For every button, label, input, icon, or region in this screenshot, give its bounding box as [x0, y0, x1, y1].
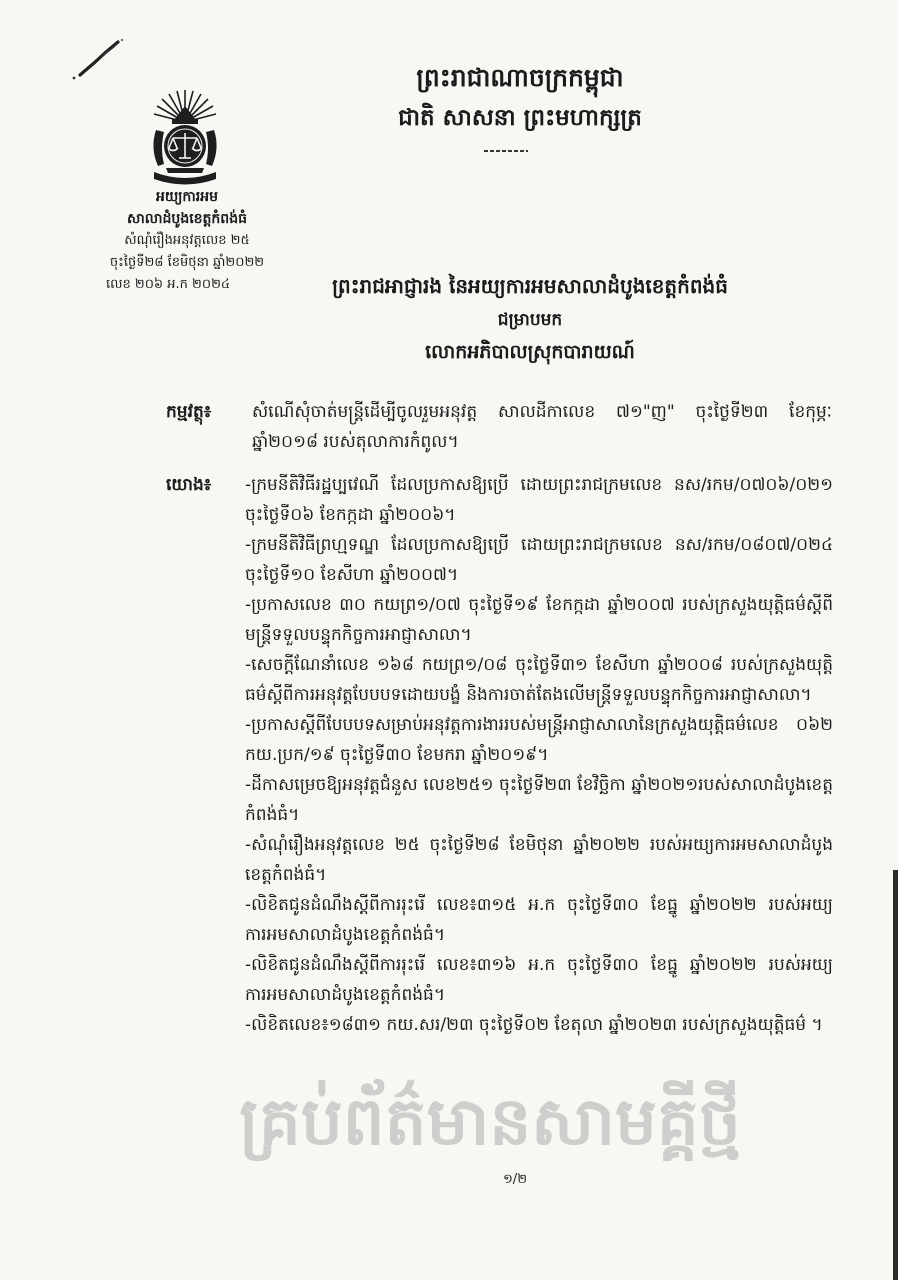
scan-edge-shadow [893, 870, 898, 1280]
case-reference: សំណុំរឿងអនុវត្តលេខ ២៥ [124, 233, 250, 248]
reference-item: -ប្រកាសស្តីពីបែបបទសម្រាប់អនុវត្តការងាររបស់មន្ត្រីអាជ្ញាសាលានៃក្រសួងយុត្តិធម៌លេខ ០៦២ កយ.ប្រក/១៩ ចុះថ្ងៃទី៣០ ខែមករា ឆ្នាំ២០១៩។ [245, 715, 833, 765]
header-ornament [484, 148, 528, 154]
reference-item: -ក្រមនីតិវិធីរដ្ឋប្បវេណី ដែលប្រកាសឱ្យប្រើ ដោយព្រះរាជក្រមលេខ នស/រកម/០៧០៦/០២១ ចុះថ្ងៃទី០៦ ខែកក្កដា ឆ្នាំ២០០៦។ [245, 475, 833, 525]
court-emblem-icon [146, 86, 224, 190]
recipient: លោកអភិបាលស្រុកបារាយណ៍ [425, 341, 635, 363]
reference-item: -លិខិតជូនដំណឹងស្តីពីការរុះរើ លេខ៖៣១៥ អ.ក ចុះថ្ងៃទី៣០ ខែធ្នូ ឆ្នាំ២០២២ របស់អយ្យការអមសាលាដំបូងខេត្តកំពង់ធំ។ [245, 895, 833, 945]
reference-item: -ប្រកាសលេខ ៣០ កយព្រ១/០៧ ចុះថ្ងៃទី១៩ ខែកក្កដា ឆ្នាំ២០០៧ របស់ក្រសួងយុត្តិធម៌ស្តីពីមន្ត្រីទទួលបន្ទុកកិច្ចការអាជ្ញាសាលា។ [245, 595, 833, 645]
office-name: អយ្យការអម [156, 189, 218, 205]
sender-title: ព្រះរាជអាជ្ញារង នៃអយ្យការអមសាលាដំបូងខេត្តកំពង់ធំ [332, 274, 728, 298]
court-name: សាលាដំបូងខេត្តកំពង់ធំ [127, 211, 247, 227]
reference-item: -លិខិតលេខ៖១៨៣១ កយ.សរ/២៣ ចុះថ្ងៃទី០២ ខែតុលា ឆ្នាំ២០២៣ របស់ក្រសួងយុត្តិធម៌ ។ [245, 1015, 823, 1035]
reference-item: -ក្រមនីតិវិធីព្រហ្មទណ្ឌ ដែលប្រកាសឱ្យប្រើ ដោយព្រះរាជក្រមលេខ នស/រកម/០៨០៧/០២៤ ចុះថ្ងៃទី១០ ខែសីហា ឆ្នាំ២០០៧។ [245, 535, 833, 585]
subject-label: កម្មវត្ថុ៖ [166, 402, 212, 422]
reference-item: -លិខិតជូនដំណឹងស្តីពីការរុះរើ លេខ៖៣១៦ អ.ក ចុះថ្ងៃទី៣០ ខែធ្នូ ឆ្នាំ២០២២ របស់អយ្យការអមសាលាដំបូងខេត្តកំពង់ធំ។ [245, 955, 833, 1005]
kingdom-heading: ព្រះរាជាណាចក្រកម្ពុជា [416, 63, 624, 92]
references-list [245, 470, 833, 1040]
greeting: ជម្រាបមក [497, 310, 563, 330]
reference-item: -សំណុំរឿងអនុវត្តលេខ ២៥ ចុះថ្ងៃទី២៨ ខែមិថុនា ឆ្នាំ២០២២ របស់អយ្យការអមសាលាដំបូងខេត្តកំពង់ធំ។ [245, 835, 833, 885]
reference-item: -សេចក្តីណែនាំលេខ ១៦៨ កយព្រ១/០៨ ចុះថ្ងៃទី៣១ ខែសីហា ឆ្នាំ២០០៨ របស់ក្រសួងយុត្តិធម៌ស្តីពីការអនុវត្តបែបបទដោយបង្ខំ និងការចាត់តែងលើមន្ត្រីទទួលបន្ទុកកិច្ចការអាជ្ញាសាលា។ [245, 655, 833, 705]
watermark-text: គ្រប់ព័ត៌មានសាមគ្គីថ្មី [239, 1083, 741, 1160]
pen-stroke-icon [66, 38, 126, 82]
page-number: ១/២ [502, 1172, 528, 1187]
case-date: ចុះថ្ងៃទី២៨ ខែមិថុនា ឆ្នាំ២០២២ [109, 255, 265, 270]
issuing-office-block [98, 186, 276, 296]
reference-item: -ដីកាសម្រេចឱ្យអនុវត្តជំនួស លេខ២៥១ ចុះថ្ងៃទី២៣ ខែវិច្ឆិកា ឆ្នាំ២០២១របស់សាលាដំបូងខេត្តកំពង់ធំ។ [245, 775, 833, 825]
references-label: យោង៖ [166, 475, 212, 495]
national-motto: ជាតិ សាសនា ព្រះមហាក្សត្រ [398, 105, 642, 131]
subject-text: សំណើសុំចាត់មន្ត្រីដើម្បីចូលរួមអនុវត្ត សាលដីកាលេខ ៧១"ញ" ចុះថ្ងៃទី២៣ ខែកុម្ភៈ ឆ្នាំ២០១៨ របស់តុលាការកំពូល។ [252, 402, 832, 452]
letter-title-block [265, 268, 795, 368]
document-number: លេខ ២០៦ អ.ក ២០២៤ [106, 277, 231, 292]
